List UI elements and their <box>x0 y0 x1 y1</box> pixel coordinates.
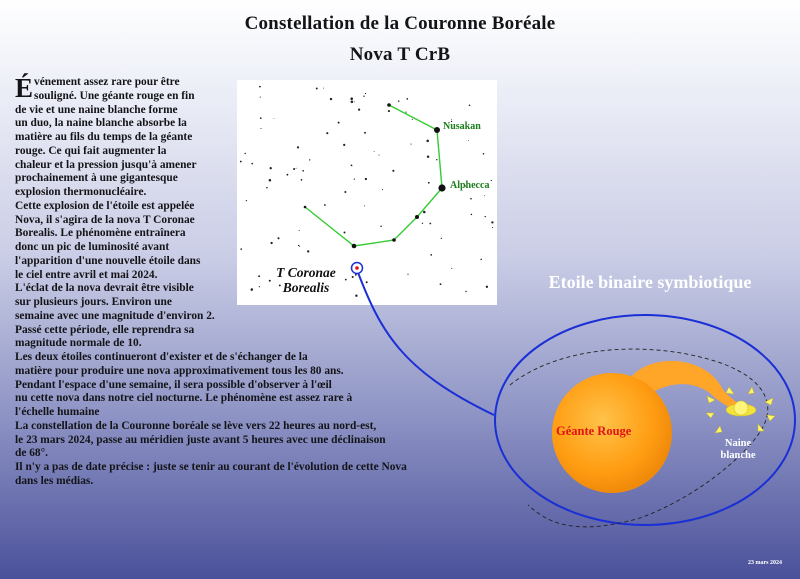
page-title: Constellation de la Couronne Boréale <box>244 13 556 34</box>
binary-title: Etoile binaire symbiotique <box>548 272 752 292</box>
article-paragraph-3: L'éclat de la nova devrait être visible sur plusieurs jours. Environ une semaine avec une magnitude d'environ 2. Passé cette période, elle reprendra sa magnitude normale de 10. <box>15 282 215 350</box>
article-paragraph-4: Les deux étoiles continueront d'exister et de s'échanger de la matière pour produire une nova approximativement tous les 80 ans. Pendant l'espace d'une semaine, il sera possible d'observer à l'œil nu cette nova dans notre ciel nocturne. Le phénomène est assez rare à l'échelle humaine <box>15 351 353 418</box>
t-crb-star <box>355 266 359 270</box>
label-alphecca: Alphecca <box>450 180 490 191</box>
page-subtitle: Nova T CrB <box>349 44 451 65</box>
article-paragraph-5: La constellation de la Couronne boréale se lève vers 22 heures au nord-est, le 23 mars 2024, passe au méridien juste avant 5 heures avec une déclinaison de 68°. <box>15 419 386 460</box>
dropcap-letter: É <box>15 73 34 103</box>
label-white-dwarf: Naine blanche <box>720 438 756 461</box>
label-nusakan: Nusakan <box>443 121 481 132</box>
article-paragraph-2: Cette explosion de l'étoile est appelée Nova, il s'agira de la nova T Coronae Borealis. Le phénomène entraînera donc un pic de luminosité avant l'apparition d'une nouvelle étoile dans le ciel entre avril et mai 2024. <box>15 199 201 281</box>
label-red-giant: Géante Rouge <box>556 424 632 438</box>
pointer-line <box>357 270 494 415</box>
article-paragraph-1: vénement assez rare pour être souligné. Une géante rouge en fin de vie et une naine blanche forme un duo, la naine blanche absorbe la matière au fils du temps de la géante rouge. Ce qui fait augmenter la chaleur et la pression jusqu'à amener prochainement à une gigantesque explosion thermonucléaire. <box>15 76 197 198</box>
label-t-coronae-borealis: T Coronae Borealis <box>276 265 336 295</box>
footer-date: 23 mars 2024 <box>748 560 782 566</box>
article-paragraph-6: Il n'y a pas de date précise : juste se tenir au courant de l'évolution de cette Nova dans les médias. <box>15 461 407 487</box>
